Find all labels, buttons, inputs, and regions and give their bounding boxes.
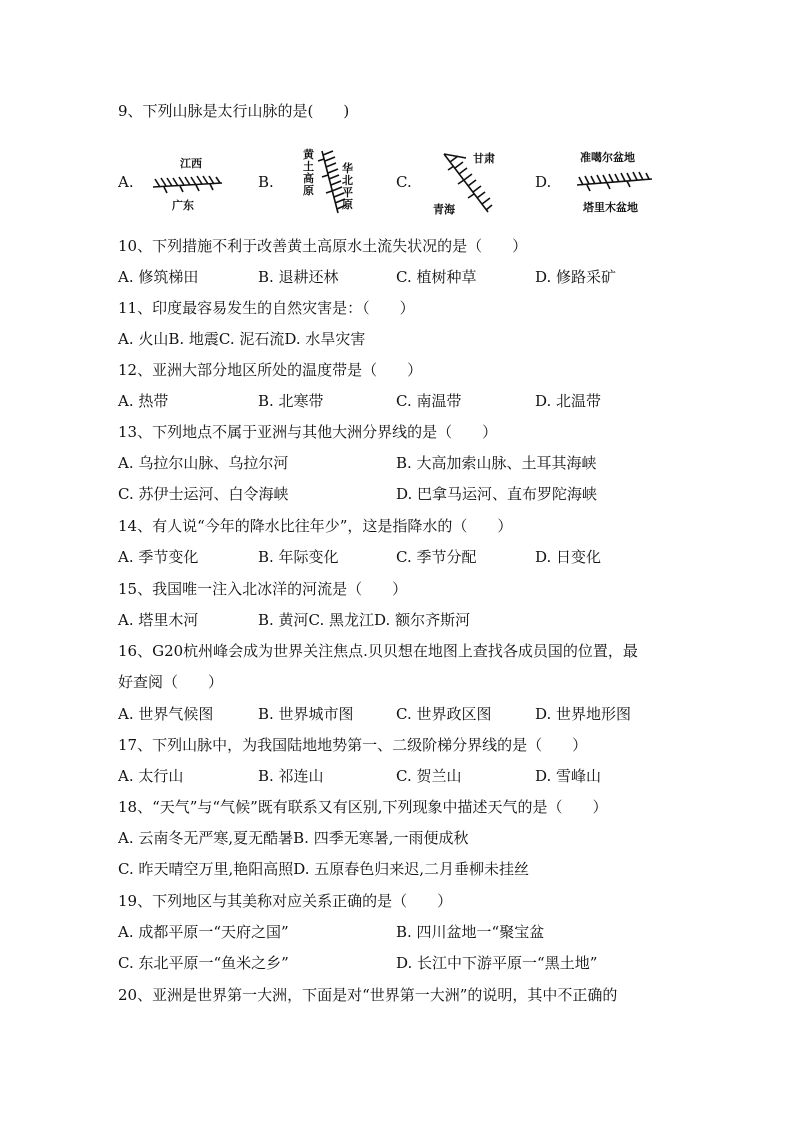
q9-option-a-label: A.	[118, 173, 134, 191]
q14-option-b: B. 年际变化	[258, 548, 339, 566]
q9-option-d-label: D.	[535, 173, 552, 191]
q19-option-c: C. 东北平原一“鱼米之乡”	[118, 954, 289, 972]
map-b-left-label: 黄土高原	[303, 148, 314, 197]
q10-option-a: A. 修筑梯田	[118, 268, 199, 286]
question-17-stem: 17、下列山脉中，为我国陆地地势第一、二级阶梯分界线的是（ ）	[118, 736, 588, 754]
q11-options: A. 火山B. 地震C. 泥石流D. 水旱灾害	[118, 330, 366, 348]
question-19-stem: 19、下列地区与其美称对应关系正确的是（ ）	[118, 892, 453, 910]
question-14-stem: 14、有人说“今年的降水比往年少”，这是指降水的（ ）	[118, 517, 513, 535]
map-d-bottom-label: 塔里木盆地	[583, 201, 638, 214]
q17-option-b: B. 祁连山	[258, 767, 324, 785]
q16-option-d: D. 世界地形图	[535, 705, 632, 723]
q14-option-d: D. 日变化	[535, 548, 602, 566]
question-16-stem: 16、G20杭州峰会成为世界关注焦点.贝贝想在地图上查找各成员国的位置，最	[118, 642, 638, 660]
question-10-stem: 10、下列措施不利于改善黄土高原水土流失状况的是（ ）	[118, 237, 528, 255]
q10-option-d: D. 修路采矿	[535, 268, 617, 286]
map-c-top-label: 甘肃	[473, 152, 495, 165]
q13-option-d: D. 巴拿马运河、直布罗陀海峡	[396, 485, 598, 503]
question-9-stem: 9、下列山脉是太行山脉的是( )	[118, 102, 350, 120]
q16-option-b: B. 世界城市图	[258, 705, 354, 723]
map-a-top-label: 江西	[180, 157, 202, 170]
q12-option-b: B. 北寒带	[258, 392, 324, 410]
q17-option-c: C. 贺兰山	[396, 767, 462, 785]
q18-options-cd: C. 昨天晴空万里,艳阳高照D. 五原春色归来迟,二月垂柳未挂丝	[118, 860, 530, 878]
q14-option-c: C. 季节分配	[396, 548, 477, 566]
map-d-top-label: 准噶尔盆地	[580, 151, 635, 164]
q19-option-a: A. 成都平原一“天府之国”	[118, 923, 289, 941]
q10-option-c: C. 植树种草	[396, 268, 477, 286]
map-c-bottom-label: 青海	[433, 203, 455, 216]
question-20-stem: 20、亚洲是世界第一大洲，下面是对“世界第一大洲”的说明，其中不正确的	[118, 986, 618, 1004]
question-15-stem: 15、我国唯一注入北冰洋的河流是（ ）	[118, 580, 408, 598]
q17-option-a: A. 太行山	[118, 767, 184, 785]
q13-option-a: A. 乌拉尔山脉、乌拉尔河	[118, 454, 289, 472]
map-b-right-label: 华北平原	[342, 162, 353, 211]
q19-option-b: B. 四川盆地一“聚宝盆	[396, 923, 545, 941]
mountain-range-d-icon	[574, 165, 656, 195]
q17-option-d: D. 雪峰山	[535, 767, 602, 785]
q15-option-bcd: B. 黄河C. 黑龙江D. 额尔齐斯河	[258, 611, 471, 629]
question-12-stem: 12、亚洲大部分地区所处的温度带是（ ）	[118, 361, 423, 379]
question-16-stem-cont: 好查阅（ ）	[118, 673, 224, 691]
q9-option-b-label: B.	[258, 173, 274, 191]
q13-option-c: C. 苏伊士运河、白令海峡	[118, 485, 289, 503]
q15-option-a: A. 塔里木河	[118, 611, 199, 629]
q16-option-a: A. 世界气候图	[118, 705, 214, 723]
q16-option-c: C. 世界政区图	[396, 705, 492, 723]
mountain-range-a-icon	[150, 167, 230, 197]
map-a-bottom-label: 广东	[172, 199, 194, 212]
question-11-stem: 11、印度最容易发生的自然灾害是：（ ）	[118, 299, 415, 317]
q18-options-ab: A. 云南冬无严寒,夏无酷暑B. 四季无寒暑,一雨便成秋	[118, 829, 469, 847]
question-13-stem: 13、下列地点不属于亚洲与其他大洲分界线的是（ ）	[118, 423, 498, 441]
q12-option-c: C. 南温带	[396, 392, 462, 410]
q19-option-d: D. 长江中下游平原一“黑土地”	[396, 954, 598, 972]
q10-option-b: B. 退耕还林	[258, 268, 339, 286]
q12-option-a: A. 热带	[118, 392, 169, 410]
q12-option-d: D. 北温带	[535, 392, 602, 410]
q9-option-c-label: C.	[396, 173, 412, 191]
question-18-stem: 18、“天气”与“气候”既有联系又有区别,下列现象中描述天气的是（ ）	[118, 798, 608, 816]
q13-option-b: B. 大高加索山脉、土耳其海峡	[396, 454, 597, 472]
q14-option-a: A. 季节变化	[118, 548, 199, 566]
